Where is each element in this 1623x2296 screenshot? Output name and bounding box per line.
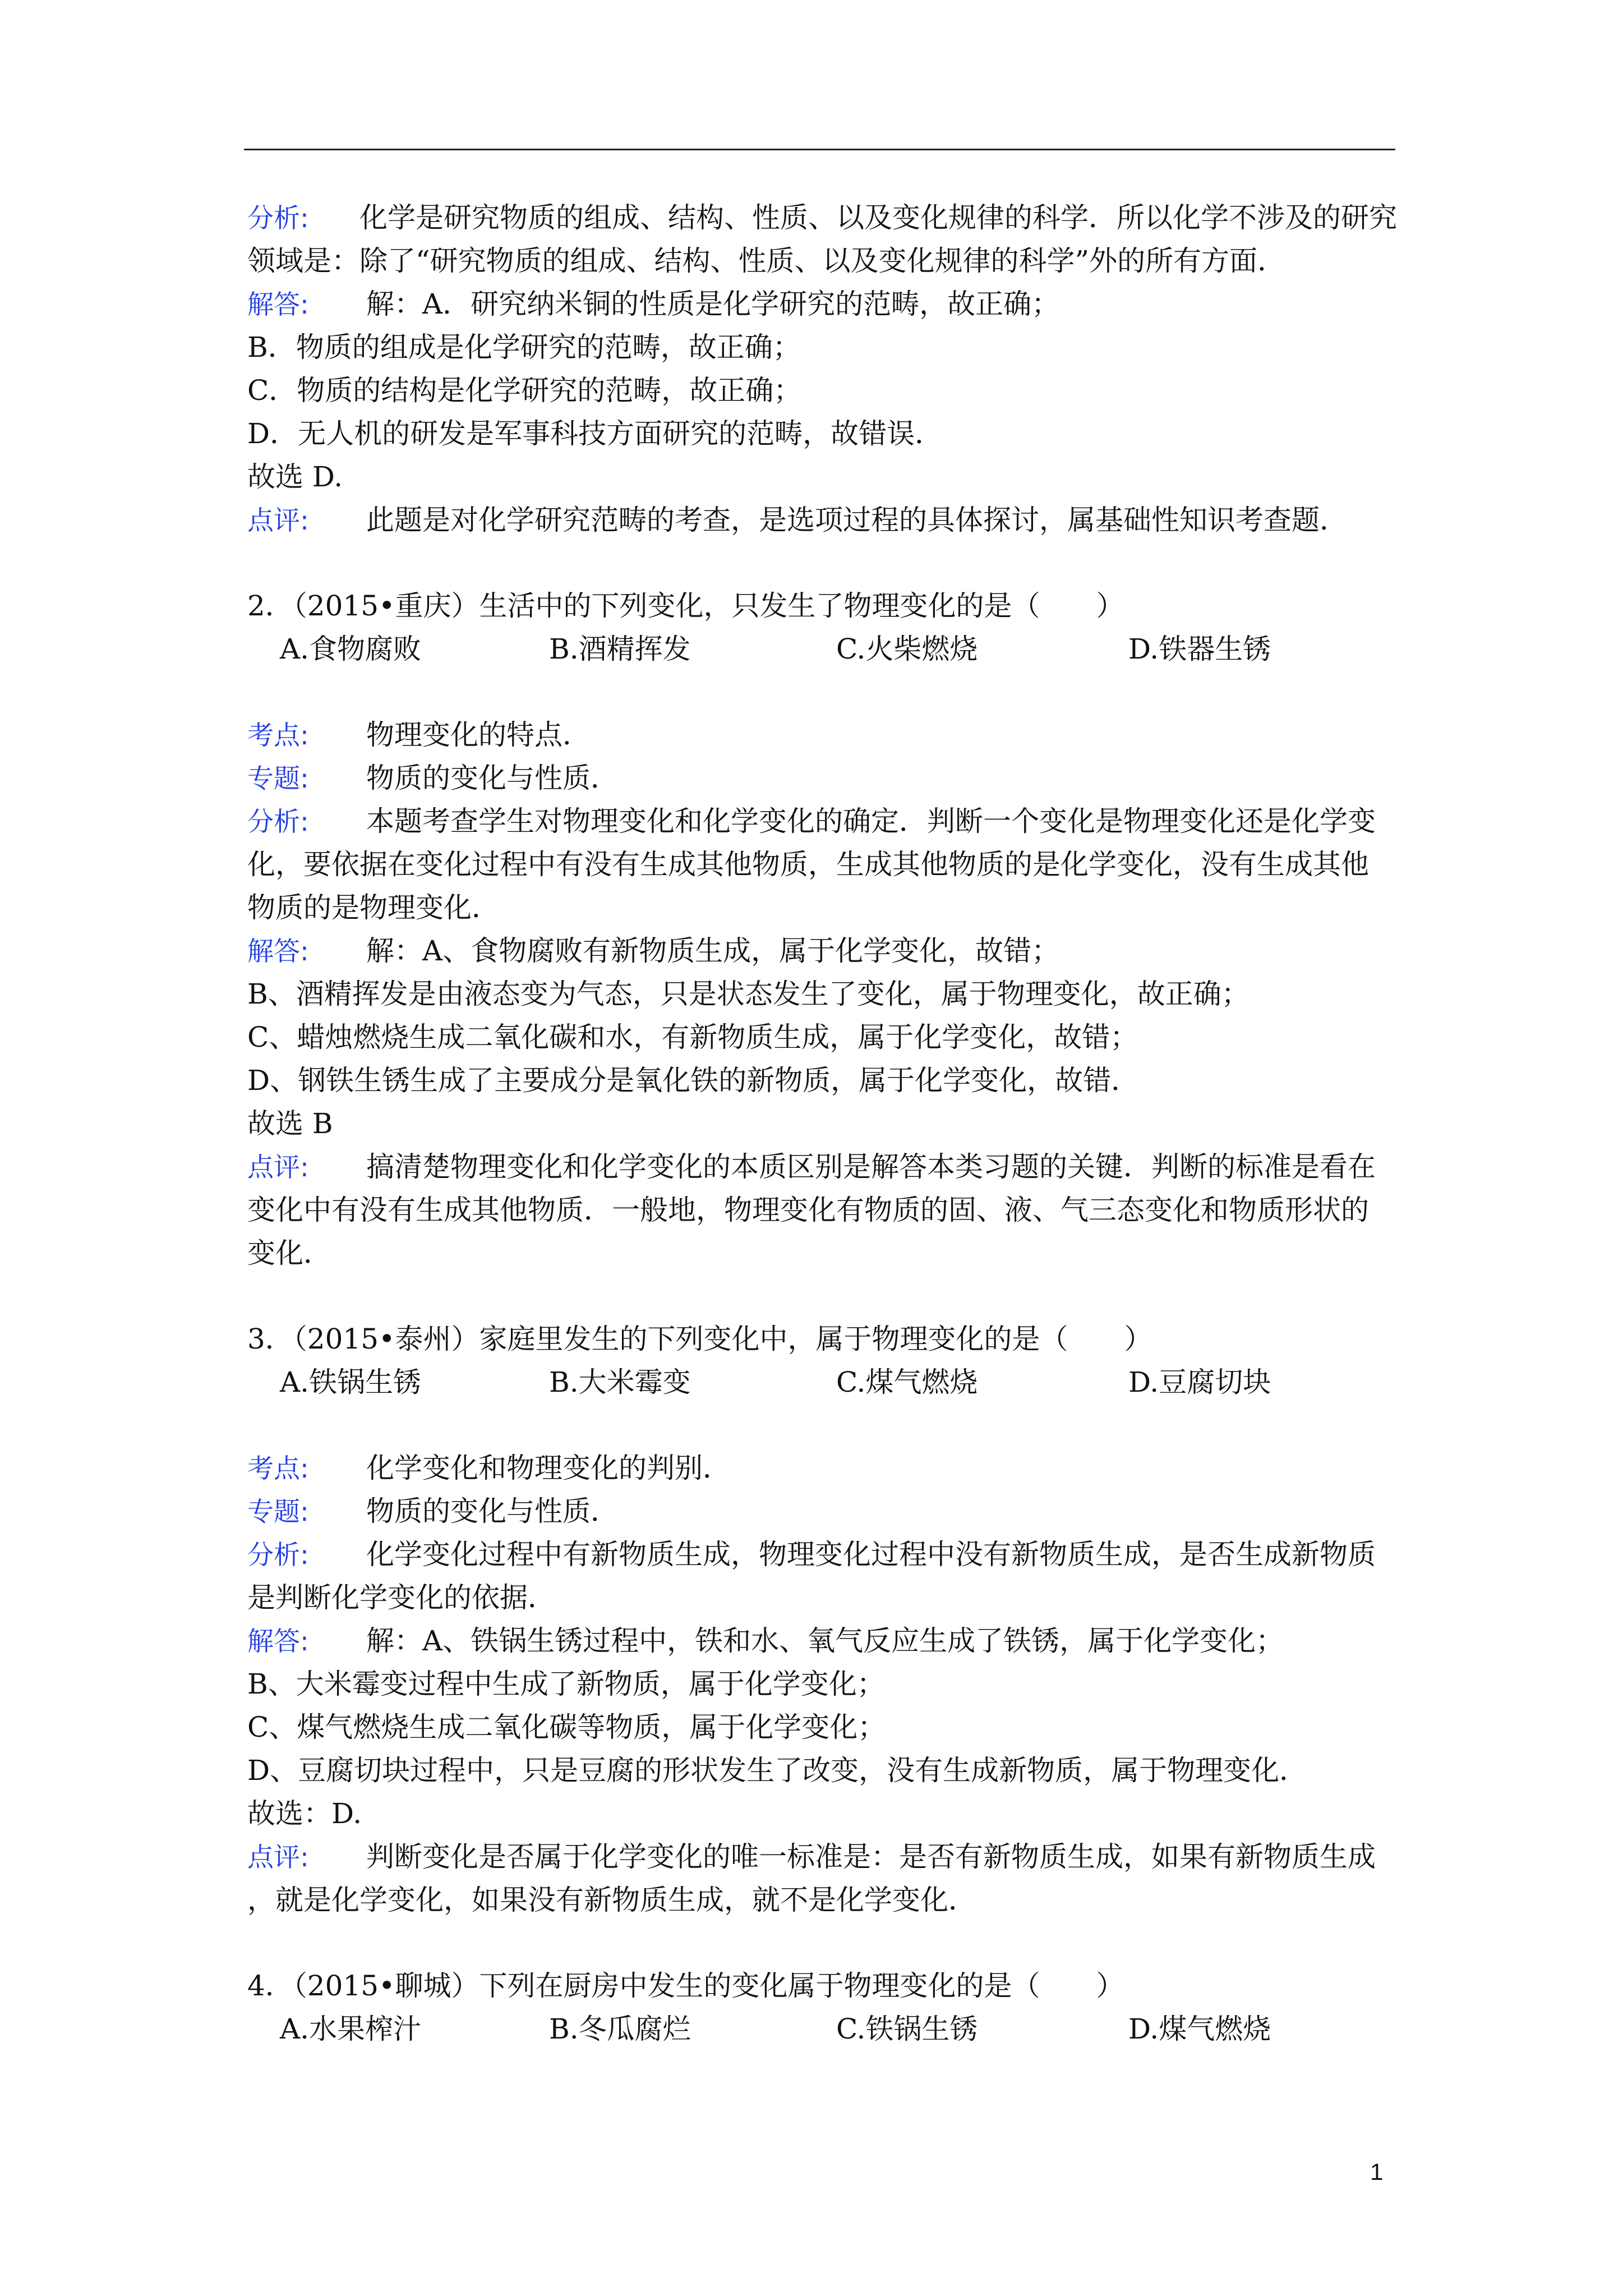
comment-text: 判断变化是否属于化学变化的唯一标准是：是否有新物质生成，如果有新物质生成 (366, 1841, 1376, 1873)
topic-tag: 专题: (247, 1497, 309, 1527)
point-line (247, 714, 1403, 757)
analysis-text: 化，要依据在变化过程中有没有生成其他物质，生成其他物质的是化学变化，没有生成其他 (247, 848, 1369, 881)
answer-text: 解：A．研究纳米铜的性质是化学研究的范畴，故正确； (366, 288, 1060, 320)
answer-text: 解：A、铁锅生锈过程中，铁和水、氧气反应生成了铁锈，属于化学变化； (366, 1625, 1284, 1657)
topic-text: 物质的变化与性质． (366, 1495, 619, 1527)
point-text: 化学变化和物理变化的判别． (366, 1452, 731, 1484)
comment-text: 变化中有没有生成其他物质．一般地，物理变化有物质的固、液、气三态变化和物质形状的 (247, 1194, 1369, 1226)
analysis-tag: 分析: (247, 203, 309, 234)
analysis-text: 物质的是物理变化． (247, 891, 500, 924)
point-tag: 考点: (247, 1453, 309, 1484)
analysis-text: 本题考查学生对物理变化和化学变化的确定．判断一个变化是物理变化还是化学变 (366, 805, 1376, 838)
answer-text: C．物质的结构是化学研究的范畴，故正确； (247, 374, 802, 407)
answer-line (247, 930, 1403, 973)
analysis-line (247, 800, 1403, 843)
answer-tag: 解答: (247, 1626, 309, 1657)
answer-conclusion: 故选 B (247, 1107, 333, 1140)
analysis-text: 化学是研究物质的组成、结构、性质、以及变化规律的科学．所以化学不涉及的研究 (359, 201, 1397, 234)
comment-tag: 点评: (247, 505, 309, 536)
option-d: D.铁器生锈 (1128, 633, 1271, 665)
answer-text: B、大米霉变过程中生成了新物质，属于化学变化； (247, 1668, 885, 1700)
option-row (247, 2008, 1403, 2051)
answer-tag: 解答: (247, 936, 309, 967)
answer-line (247, 283, 1403, 326)
option-b: B.冬瓜腐烂 (549, 2013, 691, 2045)
answer-line (247, 1619, 1403, 1663)
topic-text: 物质的变化与性质． (366, 762, 619, 794)
comment-text: 此题是对化学研究范畴的考查，是选项过程的具体探讨，属基础性知识考查题． (366, 504, 1348, 536)
comment-text: 变化． (247, 1237, 331, 1269)
spacer (247, 542, 1403, 585)
answer-conclusion: 故选 D. (247, 461, 343, 493)
comment-line (247, 499, 1403, 542)
question-3 (247, 1318, 1403, 1922)
analysis-tag: 分析: (247, 1540, 309, 1571)
option-row (247, 1361, 1403, 1404)
header-rule (244, 149, 1395, 150)
option-a: A.食物腐败 (280, 633, 422, 665)
answer-text: D．无人机的研发是军事科技方面研究的范畴，故错误． (247, 417, 943, 450)
option-d: D.豆腐切块 (1128, 1366, 1271, 1398)
spacer (247, 1922, 1403, 1964)
document-body (247, 196, 1403, 2051)
option-a: A.铁锅生锈 (280, 1366, 422, 1398)
answer-text: D、钢铁生锈生成了主要成分是氧化铁的新物质，属于化学变化，故错． (247, 1064, 1140, 1097)
comment-tag: 点评: (247, 1842, 309, 1873)
answer-text: C、煤气燃烧生成二氧化碳等物质，属于化学变化； (247, 1711, 886, 1743)
answer-tag: 解答: (247, 289, 309, 320)
analysis-text: 领域是：除了“研究物质的组成、结构、性质、以及变化规律的科学”外的所有方面． (247, 245, 1286, 277)
page-number: 1 (1370, 2159, 1384, 2185)
option-row (247, 628, 1403, 671)
option-a: A.水果榨汁 (280, 2013, 422, 2045)
question-stem: 2．（2015•重庆）生活中的下列变化，只发生了物理变化的是（ ） (247, 590, 1124, 622)
answer-text: C、蜡烛燃烧生成二氧化碳和水，有新物质生成，属于化学变化，故错； (247, 1021, 1138, 1053)
comment-line (247, 1145, 1403, 1189)
question-2 (247, 585, 1403, 1275)
point-tag: 考点: (247, 720, 309, 751)
question-stem: 3．（2015•泰州）家庭里发生的下列变化中，属于物理变化的是（ ） (247, 1323, 1152, 1355)
analysis-tag: 分析: (247, 807, 309, 838)
comment-line (247, 1835, 1403, 1879)
topic-line (247, 757, 1403, 800)
topic-line (247, 1490, 1403, 1533)
analysis-line (247, 1533, 1403, 1576)
point-line (247, 1447, 1403, 1490)
answer-text: D、豆腐切块过程中，只是豆腐的形状发生了改变，没有生成新物质，属于物理变化． (247, 1754, 1308, 1787)
analysis-text: 化学变化过程中有新物质生成，物理变化过程中没有新物质生成，是否生成新物质 (366, 1538, 1376, 1571)
answer-conclusion: 故选：D. (247, 1797, 362, 1830)
question-4 (247, 1964, 1403, 2051)
analysis-text: 是判断化学变化的依据． (247, 1581, 556, 1614)
option-b: B.酒精挥发 (549, 633, 691, 665)
question-1-solution (247, 196, 1403, 542)
topic-tag: 专题: (247, 763, 309, 794)
answer-text: 解：A、食物腐败有新物质生成，属于化学变化，故错； (366, 935, 1060, 967)
option-b: B.大米霉变 (549, 1366, 691, 1398)
answer-text: B、酒精挥发是由液态变为气态，只是状态发生了变化，属于物理变化，故正确； (247, 978, 1249, 1010)
option-c: C.铁锅生锈 (836, 2013, 978, 2045)
analysis-line (247, 196, 1403, 240)
option-d: D.煤气燃烧 (1128, 2013, 1271, 2045)
spacer (247, 1275, 1403, 1318)
spacer (247, 1404, 1403, 1447)
comment-text: ，就是化学变化，如果没有新物质生成，就不是化学变化． (247, 1884, 976, 1916)
answer-text: B．物质的组成是化学研究的范畴，故正确； (247, 331, 801, 364)
point-text: 物理变化的特点． (366, 719, 591, 751)
comment-tag: 点评: (247, 1152, 309, 1183)
comment-text: 搞清楚物理变化和化学变化的本质区别是解答本类习题的关键．判断的标准是看在 (366, 1151, 1376, 1183)
option-c: C.火柴燃烧 (836, 633, 978, 665)
option-c: C.煤气燃烧 (836, 1366, 978, 1398)
spacer (247, 671, 1403, 714)
question-stem: 4．（2015•聊城）下列在厨房中发生的变化属于物理变化的是（ ） (247, 1970, 1124, 2002)
